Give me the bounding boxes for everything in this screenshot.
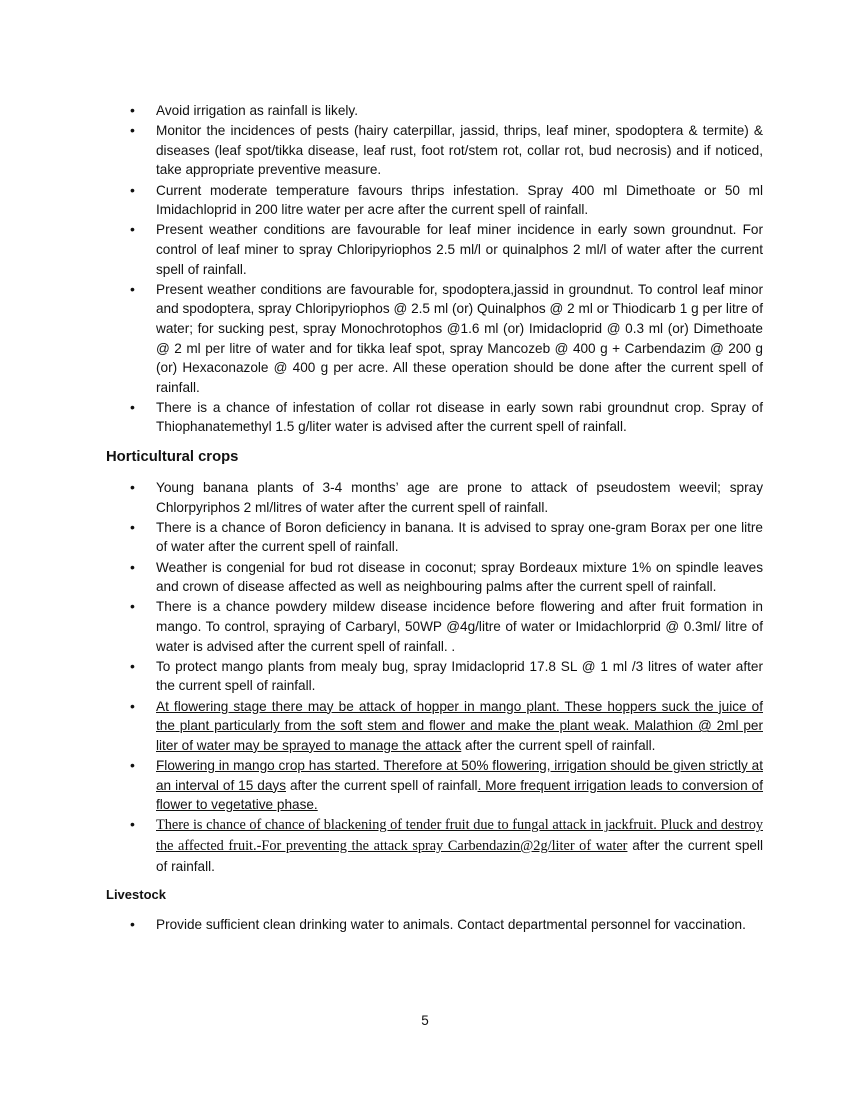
list-item: • To protect mango plants from mealy bug, spray Imidacloprid 17.8 SL @ 1 ml /3 litres of water after the current spell of rainfall.	[106, 657, 763, 696]
livestock-heading: Livestock	[106, 887, 166, 903]
horticulture-list	[106, 478, 763, 876]
list-item: • Weather is congenial for bud rot disease in coconut; spray Bordeaux mixture 1% on spindle leaves and crown of disease affected as well as neighbouring palms after the current spell of rainfall.	[106, 558, 763, 597]
underlined-text: At flowering stage there may be attack of hopper in mango plant. These hoppers suck the juice of the plant particularly from the soft stem and flower and make the plant weak. Malathion @ 2ml per liter of water may be sprayed to manage the attack	[156, 698, 763, 753]
underlined-text: . More frequent irrigation leads to conversion of flower to vegetative phase.	[156, 777, 764, 813]
horticultural-crops-heading: Horticultural crops	[106, 449, 239, 466]
list-item: • Monitor the incidences of pests (hairy caterpillar, jassid, thrips, leaf miner, spodoptera & termite) & diseases (leaf spot/tikka disease, leaf rust, foot rot/stem rot, collar rot, bud necrosis) and if noticed, take appropriate preventive measure.	[106, 121, 763, 180]
list-item: • There is a chance powdery mildew disease incidence before flowering and after fruit formation in mango. To control, spraying of Carbaryl, 50WP @4g/litre of water or Imidachlorprid @ 0.3ml/ litre of water is advised after the current spell of rainfall. .	[106, 597, 763, 656]
list-item	[106, 697, 763, 756]
list-item: • Present weather conditions are favourable for leaf miner incidence in early sown groundnut. For control of leaf miner to spray Chloripyriophos 2.5 ml/l or quinalphos 2 ml/l of water after the current spell of rainfall.	[106, 220, 763, 279]
plain-text: after the current spell of rainfall.	[156, 837, 763, 874]
list-item: • Present weather conditions are favourable for, spodoptera,jassid in groundnut. To control leaf minor and spodoptera, spray Chloripyriophos @ 2.5 ml (or) Quinalphos @ 2 ml or Thiodicarb 1 g per litre of water; for sucking pest, spray Monochrotophos @1.6 ml (or) Imidacloprid @ 0.3 ml (or) Dimethoate @ 2 ml per litre of water and for tikka leaf spot, spray Mancozeb @ 400 g + Carbendazim @ 200 g (or) Hexaconazole @ 400 g per acre. All these operation should be done after the current spell of rainfall.	[106, 280, 763, 398]
underlined-text: There is chance of chance of blackening of tender fruit due to fungal attack in jackfruit. Pluck and destroy the affected fruit.-For preventing the attack spray Carbendazin@2g/liter of water	[156, 817, 763, 854]
crop-advisory-list	[106, 101, 763, 437]
list-item: • There is a chance of infestation of collar rot disease in early sown rabi groundnut crop. Spray of Thiophanatemethyl 1.5 g/liter water is advised after the current spell of rainfall.	[106, 398, 763, 437]
list-item	[106, 756, 763, 815]
plain-text: after the current spell of rainfall	[286, 777, 478, 793]
page-number: 5	[421, 1013, 429, 1028]
plain-text: after the current spell of rainfall.	[461, 737, 656, 753]
list-item	[106, 815, 763, 876]
list-item: • Avoid irrigation as rainfall is likely.	[106, 101, 763, 121]
page-content	[106, 101, 763, 935]
underlined-text: Flowering in mango crop has started. Therefore at 50% flowering, irrigation should be given strictly at an interval of 15 days	[156, 757, 763, 793]
livestock-list	[106, 915, 763, 935]
list-item: • Current moderate temperature favours thrips infestation. Spray 400 ml Dimethoate or 50 ml Imidachloprid in 200 litre water per acre after the current spell of rainfall.	[106, 181, 763, 220]
list-item: • Young banana plants of 3-4 months’ age are prone to attack of pseudostem weevil; spray Chlorpyriphos 2 ml/litres of water after the current spell of rainfall.	[106, 478, 763, 517]
list-item: • There is a chance of Boron deficiency in banana. It is advised to spray one-gram Borax per one litre of water after the current spell of rainfall.	[106, 518, 763, 557]
list-item: • Provide sufficient clean drinking water to animals. Contact departmental personnel for vaccination.	[106, 915, 763, 935]
